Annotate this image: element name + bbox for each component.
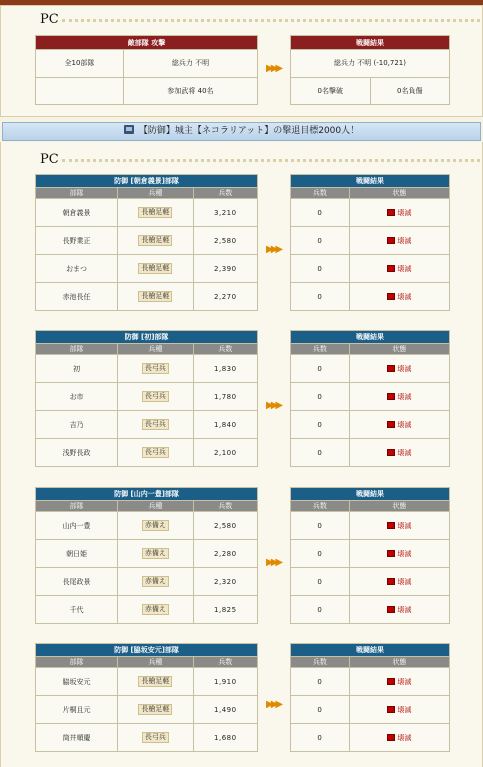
unit-count: 2,100: [193, 439, 257, 467]
result-count: 0: [291, 283, 350, 311]
unit-name: 千代: [36, 596, 118, 624]
unit-type-badge: 長弓兵: [142, 363, 169, 374]
unit-count: 1,680: [193, 724, 257, 752]
unit-count: 2,580: [193, 512, 257, 540]
unit-count: 2,270: [193, 283, 257, 311]
status-text: 壊滅: [397, 733, 412, 742]
result-title: 戦闘結果: [291, 488, 450, 501]
unit-count: 2,580: [193, 227, 257, 255]
table-row: [291, 668, 450, 696]
status-text: 壊滅: [397, 677, 412, 686]
result-count: 0: [291, 512, 350, 540]
unit-name: 脇坂安元: [36, 668, 118, 696]
status-badge: [387, 733, 411, 743]
unit-type-cell: [118, 355, 193, 383]
enemy-participants: 参加武将 40名: [123, 77, 257, 104]
destroyed-icon: [387, 393, 395, 400]
defense-result-table: [290, 643, 450, 752]
unit-type-badge: 長槍足軽: [138, 704, 172, 715]
destroyed-icon: [387, 606, 395, 613]
status-badge: [387, 392, 411, 402]
result-count: 0: [291, 199, 350, 227]
col-res-count-header: 兵数: [291, 501, 350, 512]
table-row: [36, 540, 258, 568]
table-row: [36, 199, 258, 227]
unit-name: 片桐且元: [36, 696, 118, 724]
unit-type-cell: [118, 668, 193, 696]
table-row: [36, 227, 258, 255]
unit-type-cell: [118, 383, 193, 411]
col-type-header: 兵種: [118, 657, 193, 668]
unit-name: 筒井順慶: [36, 724, 118, 752]
unit-type-badge: 長弓兵: [142, 732, 169, 743]
result-title: 戦闘結果: [291, 644, 450, 657]
table-row: [291, 724, 450, 752]
status-text: 壊滅: [397, 364, 412, 373]
defense-unit-table: [35, 174, 258, 311]
attack-result-header: 戦闘結果: [291, 36, 450, 50]
col-count-header: 兵数: [193, 501, 257, 512]
unit-type-badge: 赤備え: [142, 604, 169, 615]
result-count: 0: [291, 668, 350, 696]
result-count: 0: [291, 439, 350, 467]
table-row: [36, 512, 258, 540]
result-count: 0: [291, 411, 350, 439]
unit-type-badge: 赤備え: [142, 548, 169, 559]
heading-dotted-line: [62, 19, 480, 23]
status-badge: [387, 605, 411, 615]
result-count: 0: [291, 255, 350, 283]
result-status-cell: [349, 668, 449, 696]
col-type-header: 兵種: [118, 501, 193, 512]
col-unit-header: 部隊: [36, 344, 118, 355]
unit-name: 吉乃: [36, 411, 118, 439]
defense-unit-table: [35, 643, 258, 752]
table-row: [36, 355, 258, 383]
unit-type-badge: 赤備え: [142, 520, 169, 531]
table-row: [291, 283, 450, 311]
table-row: [36, 439, 258, 467]
result-count: 0: [291, 568, 350, 596]
col-type-header: 兵種: [118, 344, 193, 355]
status-text: 壊滅: [397, 448, 412, 457]
unit-count: 1,780: [193, 383, 257, 411]
col-type-header: 兵種: [118, 188, 193, 199]
unit-count: 2,390: [193, 255, 257, 283]
col-status-header: 状態: [349, 188, 449, 199]
unit-count: 1,825: [193, 596, 257, 624]
result-arrow-icon: ▶▶▶: [266, 699, 281, 710]
status-badge: [387, 208, 411, 218]
defense-unit-title: 防御 [山内一豊]部隊: [36, 488, 258, 501]
unit-name: 初: [36, 355, 118, 383]
col-status-header: 状態: [349, 344, 449, 355]
table-row: [36, 255, 258, 283]
unit-type-cell: [118, 227, 193, 255]
status-text: 壊滅: [397, 705, 412, 714]
table-row: [36, 383, 258, 411]
table-row: [291, 411, 450, 439]
status-badge: [387, 677, 411, 687]
unit-name: お市: [36, 383, 118, 411]
unit-type-badge: 長弓兵: [142, 391, 169, 402]
col-res-count-header: 兵数: [291, 657, 350, 668]
col-res-count-header: 兵数: [291, 188, 350, 199]
table-row: [291, 255, 450, 283]
result-count: 0: [291, 696, 350, 724]
destroyed-icon: [387, 265, 395, 272]
col-res-count-header: 兵数: [291, 344, 350, 355]
status-badge: [387, 236, 411, 246]
defense-pc-heading: [40, 152, 59, 167]
col-count-header: 兵数: [193, 344, 257, 355]
table-row: [36, 668, 258, 696]
result-status-cell: [349, 540, 449, 568]
table-row: [291, 383, 450, 411]
table-row: [291, 596, 450, 624]
unit-type-cell: [118, 568, 193, 596]
result-status-cell: [349, 283, 449, 311]
attack-result-total: 総兵力 不明 (-10,721): [291, 50, 450, 77]
unit-type-cell: [118, 199, 193, 227]
result-arrow-icon: ▶▶▶: [266, 63, 281, 74]
defense-unit-table: [35, 330, 258, 467]
enemy-attack-header: 敵部隊 攻撃: [36, 36, 258, 50]
defense-banner: [2, 122, 481, 141]
result-status-cell: [349, 227, 449, 255]
attack-pc-label: PC: [40, 12, 59, 27]
defense-unit-title: 防御 [脇坂安元]部隊: [36, 644, 258, 657]
status-text: 壊滅: [397, 392, 412, 401]
table-row: [291, 568, 450, 596]
enemy-unit-count: 全10部隊: [36, 50, 124, 77]
table-row: [291, 355, 450, 383]
col-count-header: 兵数: [193, 188, 257, 199]
table-row: [291, 227, 450, 255]
status-badge: [387, 448, 411, 458]
table-row: [36, 696, 258, 724]
destroyed-icon: [387, 734, 395, 741]
binoculars-icon: [124, 125, 134, 134]
col-count-header: 兵数: [193, 657, 257, 668]
unit-count: 2,280: [193, 540, 257, 568]
unit-count: 2,320: [193, 568, 257, 596]
destroyed-icon: [387, 578, 395, 585]
status-text: 壊滅: [397, 420, 412, 429]
table-row: [36, 568, 258, 596]
destroyed-icon: [387, 421, 395, 428]
attack-pc-heading: [40, 12, 59, 27]
status-badge: [387, 292, 411, 302]
defense-pc-label: PC: [40, 152, 59, 167]
result-status-cell: [349, 383, 449, 411]
unit-type-cell: [118, 724, 193, 752]
unit-type-badge: 長槍足軽: [138, 235, 172, 246]
destroyed-icon: [387, 706, 395, 713]
status-text: 壊滅: [397, 208, 412, 217]
col-unit-header: 部隊: [36, 657, 118, 668]
status-text: 壊滅: [397, 549, 412, 558]
destroyed-icon: [387, 209, 395, 216]
table-row: [36, 596, 258, 624]
unit-type-cell: [118, 540, 193, 568]
defense-result-table: [290, 330, 450, 467]
unit-type-badge: 赤備え: [142, 576, 169, 587]
table-row: [291, 696, 450, 724]
result-arrow-icon: ▶▶▶: [266, 557, 281, 568]
status-text: 壊滅: [397, 605, 412, 614]
empty-cell: [36, 77, 124, 104]
status-text: 壊滅: [397, 292, 412, 301]
unit-name: 長野業正: [36, 227, 118, 255]
unit-type-cell: [118, 283, 193, 311]
attack-result-table: [290, 35, 450, 105]
unit-name: 朝日姫: [36, 540, 118, 568]
result-status-cell: [349, 411, 449, 439]
table-row: [291, 439, 450, 467]
unit-type-cell: [118, 439, 193, 467]
table-row: [36, 724, 258, 752]
unit-type-badge: 長槍足軽: [138, 291, 172, 302]
unit-name: 長尾政景: [36, 568, 118, 596]
result-title: 戦闘結果: [291, 331, 450, 344]
result-count: 0: [291, 596, 350, 624]
table-row: [291, 199, 450, 227]
enemy-attack-table: [35, 35, 258, 105]
status-badge: [387, 264, 411, 274]
result-status-cell: [349, 199, 449, 227]
destroyed-icon: [387, 293, 395, 300]
result-arrow-icon: ▶▶▶: [266, 400, 281, 411]
unit-type-cell: [118, 512, 193, 540]
unit-type-badge: 長槍足軽: [138, 207, 172, 218]
status-badge: [387, 364, 411, 374]
destroyed-icon: [387, 522, 395, 529]
attack-result-defeated: 0名負傷: [370, 77, 450, 104]
result-count: 0: [291, 355, 350, 383]
col-status-header: 状態: [349, 657, 449, 668]
unit-count: 1,490: [193, 696, 257, 724]
status-text: 壊滅: [397, 521, 412, 530]
defense-unit-title: 防御 [朝倉義景]部隊: [36, 175, 258, 188]
result-status-cell: [349, 596, 449, 624]
table-row: [291, 540, 450, 568]
status-text: 壊滅: [397, 264, 412, 273]
destroyed-icon: [387, 550, 395, 557]
defense-unit-table: [35, 487, 258, 624]
result-status-cell: [349, 696, 449, 724]
status-text: 壊滅: [397, 577, 412, 586]
col-unit-header: 部隊: [36, 501, 118, 512]
status-badge: [387, 521, 411, 531]
result-status-cell: [349, 568, 449, 596]
unit-type-cell: [118, 696, 193, 724]
unit-name: 浅野長政: [36, 439, 118, 467]
unit-count: 1,910: [193, 668, 257, 696]
enemy-troops: 総兵力 不明: [123, 50, 257, 77]
defense-unit-title: 防御 [初]部隊: [36, 331, 258, 344]
unit-count: 1,830: [193, 355, 257, 383]
result-status-cell: [349, 724, 449, 752]
unit-type-badge: 長槍足軽: [138, 263, 172, 274]
unit-name: おまつ: [36, 255, 118, 283]
result-title: 戦闘結果: [291, 175, 450, 188]
unit-name: 朝倉義景: [36, 199, 118, 227]
col-unit-header: 部隊: [36, 188, 118, 199]
banner-text: 【防御】城主【ネコラリアット】の撃退目標2000人！: [138, 126, 360, 136]
result-count: 0: [291, 227, 350, 255]
status-badge: [387, 705, 411, 715]
defense-result-table: [290, 174, 450, 311]
destroyed-icon: [387, 237, 395, 244]
result-status-cell: [349, 439, 449, 467]
status-text: 壊滅: [397, 236, 412, 245]
unit-type-badge: 長槍足軽: [138, 676, 172, 687]
heading-dotted-line: [62, 159, 480, 163]
table-row: [36, 283, 258, 311]
unit-type-cell: [118, 596, 193, 624]
unit-type-badge: 長弓兵: [142, 419, 169, 430]
table-row: [291, 512, 450, 540]
unit-type-badge: 長弓兵: [142, 447, 169, 458]
attack-result-destroyed: 0名撃破: [291, 77, 371, 104]
status-badge: [387, 549, 411, 559]
unit-name: 赤池長任: [36, 283, 118, 311]
status-badge: [387, 420, 411, 430]
result-status-cell: [349, 512, 449, 540]
unit-name: 山内一豊: [36, 512, 118, 540]
unit-count: 3,210: [193, 199, 257, 227]
destroyed-icon: [387, 678, 395, 685]
defense-result-table: [290, 487, 450, 624]
unit-type-cell: [118, 255, 193, 283]
result-count: 0: [291, 540, 350, 568]
result-count: 0: [291, 383, 350, 411]
destroyed-icon: [387, 365, 395, 372]
result-count: 0: [291, 724, 350, 752]
unit-count: 1,840: [193, 411, 257, 439]
destroyed-icon: [387, 449, 395, 456]
table-row: [36, 411, 258, 439]
result-arrow-icon: ▶▶▶: [266, 244, 281, 255]
unit-type-cell: [118, 411, 193, 439]
status-badge: [387, 577, 411, 587]
col-status-header: 状態: [349, 501, 449, 512]
result-status-cell: [349, 355, 449, 383]
result-status-cell: [349, 255, 449, 283]
